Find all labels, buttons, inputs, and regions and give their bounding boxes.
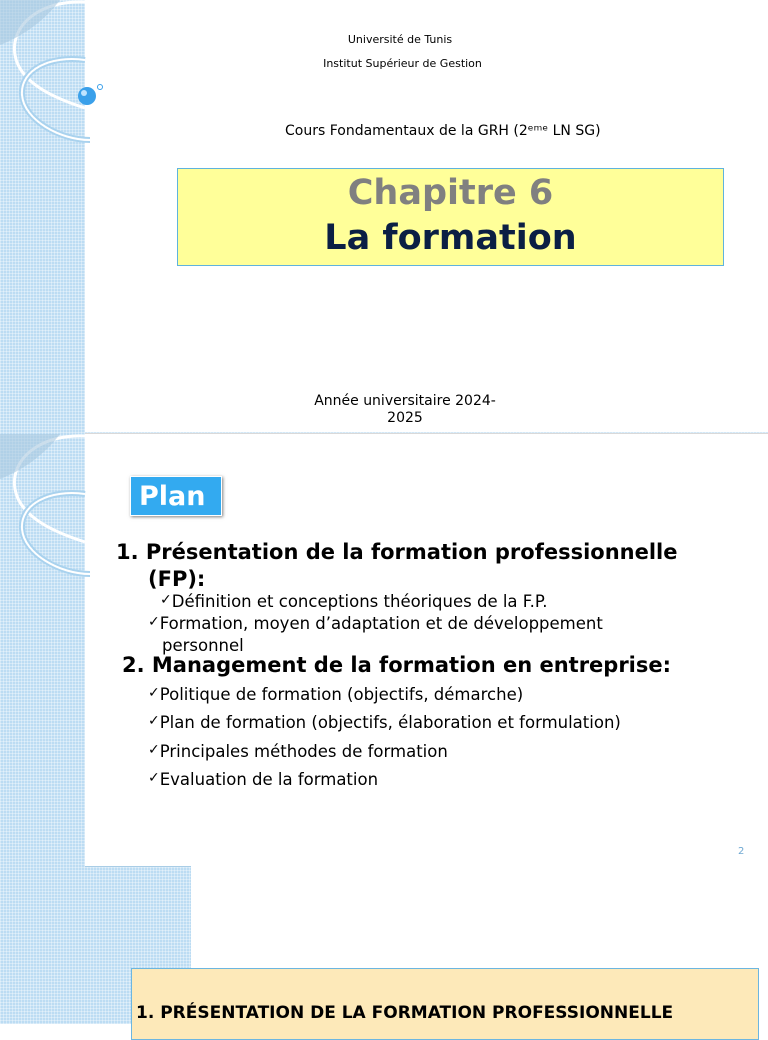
section2-title: Management de la formation en entreprise: bbox=[151, 653, 672, 677]
checkmark-icon: ✓ bbox=[148, 770, 160, 786]
page-number: 2 bbox=[738, 846, 745, 857]
institute-name: Institut Supérieur de Gestion bbox=[323, 57, 482, 70]
list-item: ✓Formation, moyen d’adaptation et de développement bbox=[148, 614, 603, 633]
chapter-number: Chapitre 6 bbox=[347, 173, 554, 213]
section1-title-line2: (FP): bbox=[148, 567, 206, 591]
academic-year-line1: Année universitaire 2024- bbox=[314, 393, 496, 409]
section2-number: 2. bbox=[122, 653, 145, 677]
checkmark-icon: ✓ bbox=[148, 742, 160, 758]
list-item: ✓Plan de formation (objectifs, élaboration et formulation) bbox=[148, 713, 621, 732]
checkmark-icon: ✓ bbox=[148, 713, 160, 729]
checkmark-icon: ✓ bbox=[148, 614, 160, 630]
university-name: Université de Tunis bbox=[347, 33, 453, 46]
course-title: Cours Fondamentaux de la GRH (2ᵉᵐᵉ LN SG) bbox=[285, 123, 601, 139]
section1-heading bbox=[116, 540, 678, 564]
chapter-title: La formation bbox=[324, 218, 577, 258]
list-item: ✓Définition et conceptions théoriques de la F.P. bbox=[160, 592, 548, 611]
list-item: ✓Evaluation de la formation bbox=[148, 770, 379, 789]
checkmark-icon: ✓ bbox=[160, 592, 172, 608]
section1-title-line1: Présentation de la formation professionnelle bbox=[145, 540, 678, 564]
plan-label: Plan bbox=[130, 476, 222, 516]
section1-number: 1. bbox=[116, 540, 139, 564]
list-item-continuation: personnel bbox=[162, 636, 244, 655]
section2-heading bbox=[122, 653, 671, 677]
checkmark-icon: ✓ bbox=[148, 685, 160, 701]
academic-year bbox=[300, 393, 510, 427]
list-item: ✓Politique de formation (objectifs, démarche) bbox=[148, 685, 524, 704]
academic-year-line2: 2025 bbox=[387, 410, 423, 426]
section-heading: 1. PRÉSENTATION DE LA FORMATION PROFESSIONNELLE bbox=[136, 1003, 674, 1023]
chapter-title-box bbox=[177, 168, 724, 266]
list-item: ✓Principales méthodes de formation bbox=[148, 742, 448, 761]
